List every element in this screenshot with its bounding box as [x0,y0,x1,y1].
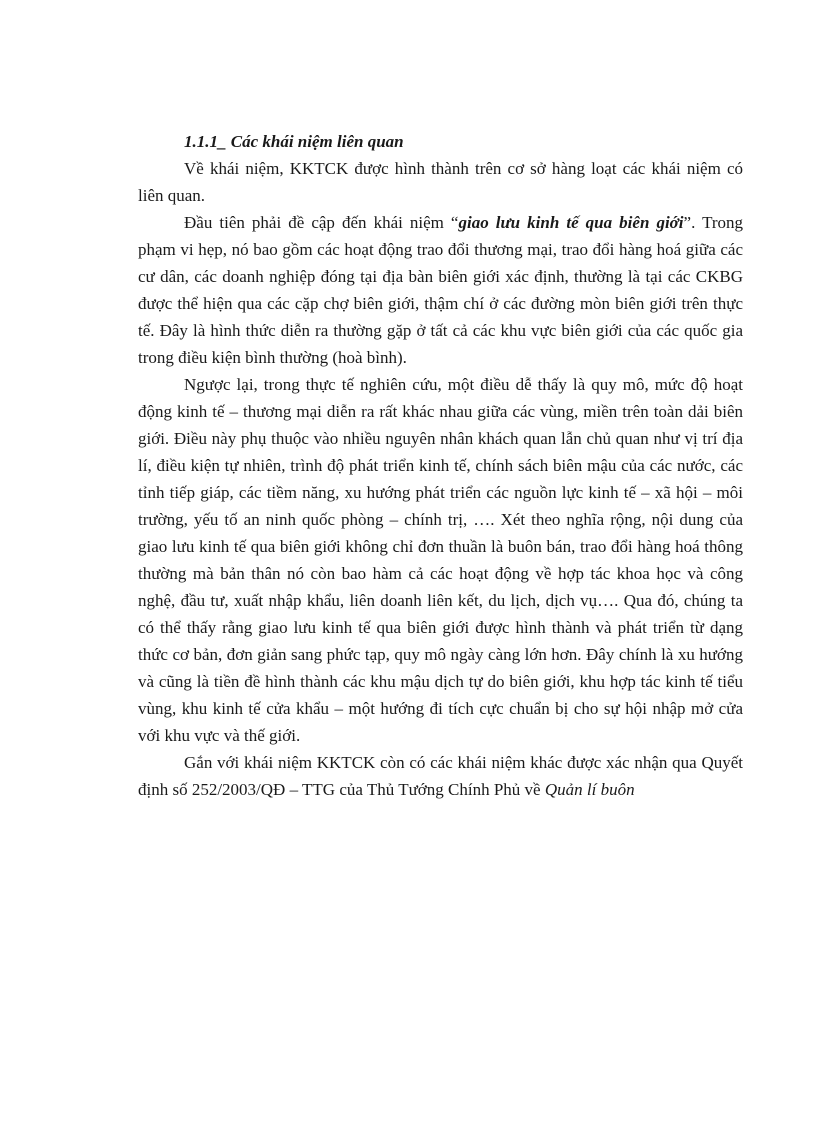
paragraph-2 [138,209,743,371]
paragraph-4-lead: Gắn với khái niệm KKTCK còn có các khái niệm khác được xác nhận qua Quyết định số 252/2003/QĐ – TTG của Thủ Tướng Chính Phủ về [138,753,743,799]
paragraph-4-emphasis: Quản lí buôn [544,780,635,799]
section-heading: 1.1.1_ Các khái niệm liên quan [184,132,404,151]
document-page [138,128,743,803]
paragraph-2-emphasis: giao lưu kinh tế qua biên giới [458,213,684,232]
paragraph-2-lead: Đầu tiên phải đề cập đến khái niệm “ [184,213,459,232]
paragraph-2-body: ”. Trong phạm vi hẹp, nó bao gồm các hoạt động trao đổi thương mại, trao đổi hàng hoá giữa các cư dân, các doanh nghiệp đóng tại địa bàn biên giới xác định, thường là tại các CKBG được thể hiện qua các cặp chợ biên giới, thậm chí ở các đường mòn biên giới trên thực tế. Đây là hình thức diễn ra thường gặp ở tất cả các khu vực biên giới của các quốc gia trong điều kiện bình thường (hoà bình). [138,213,744,367]
paragraph-4 [138,749,743,803]
paragraph-1: Về khái niệm, KKTCK được hình thành trên cơ sở hàng loạt các khái niệm có liên quan. [138,159,743,205]
paragraph-3: Ngược lại, trong thực tế nghiên cứu, một điều dễ thấy là quy mô, mức độ hoạt động kinh tế – thương mại diễn ra rất khác nhau giữa các vùng, miền trên toàn dải biên giới. Điều này phụ thuộc vào nhiều nguyên nhân khách quan lẫn chủ quan như vị trí địa lí, điều kiện tự nhiên, trình độ phát triển kinh tế, chính sách biên mậu của các nước, các tỉnh tiếp giáp, các tiềm năng, xu hướng phát triển các nguồn lực kinh tế – xã hội – môi trường, yếu tố an ninh quốc phòng – chính trị, …. Xét theo nghĩa rộng, nội dung của giao lưu kinh tế qua biên giới không chỉ đơn thuần là buôn bán, trao đổi hàng hoá thông thường mà bản thân nó còn bao hàm cả các hoạt động về hợp tác khoa học và công nghệ, đầu tư, xuất nhập khẩu, liên doanh liên kết, du lịch, dịch vụ…. Qua đó, chúng ta có thể thấy rằng giao lưu kinh tế qua biên giới được hình thành và phát triển từ dạng thức cơ bản, đơn giản sang phức tạp, quy mô ngày càng lớn hơn. Đây chính là xu hướng và cũng là tiền đề hình thành các khu mậu dịch tự do biên giới, khu hợp tác kinh tế tiểu vùng, khu kinh tế cửa khẩu – một hướng đi tích cực chuẩn bị cho sự hội nhập mở cửa với khu vực và thế giới. [138,375,743,745]
